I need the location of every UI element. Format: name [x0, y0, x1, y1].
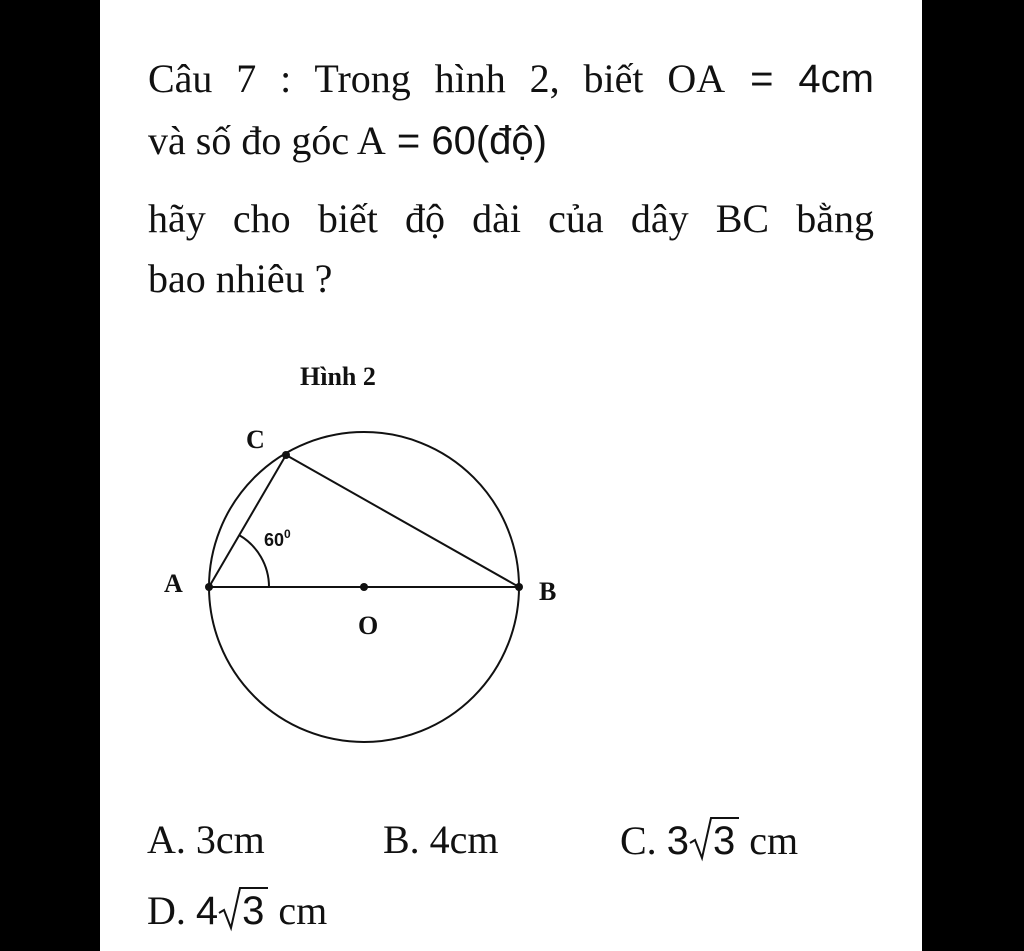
answer-d-unit: cm [268, 888, 328, 933]
label-c: C [246, 425, 265, 454]
question-line-1 [148, 56, 874, 102]
label-o: O [358, 611, 379, 640]
label-b: B [539, 577, 557, 606]
circle-diagram [150, 410, 590, 760]
question-line-3: hãy cho biết độ dài của dây BC bằng [148, 196, 874, 241]
answer-d-radicand: 3 [240, 887, 268, 931]
question-page [100, 0, 922, 951]
question-line-2 [148, 118, 547, 164]
label-a: A [164, 569, 183, 598]
angle-label-value: 60 [264, 530, 285, 550]
question-line-2-text: và số đo góc A [148, 118, 386, 163]
point-o [360, 583, 368, 591]
point-b [515, 583, 523, 591]
radical-sign-icon [689, 815, 715, 861]
answer-d-sqrt [218, 887, 268, 934]
answer-d-coef: 4 [195, 889, 219, 933]
answer-c-coef: 3 [666, 819, 689, 863]
point-a [205, 583, 213, 591]
question-line-1-text: Câu 7 : Trong hình 2, biết OA [148, 56, 726, 101]
chord-ac [209, 455, 286, 587]
answer-c-sqrt [689, 817, 739, 864]
figure-title: Hình 2 [300, 362, 376, 391]
angle-label [264, 527, 291, 550]
answer-c-unit: cm [739, 818, 799, 863]
answer-b: B. 4cm [383, 817, 499, 862]
chord-bc [286, 455, 519, 587]
question-line-2-math: = 60(độ) [385, 119, 547, 163]
answer-c-radicand: 3 [711, 817, 739, 861]
answer-d-prefix: D. [147, 888, 196, 933]
answer-d [147, 887, 327, 934]
radical-sign-icon [218, 885, 244, 931]
question-line-4: bao nhiêu ? [148, 256, 333, 301]
answer-a: A. 3cm [147, 817, 265, 862]
answer-c [620, 817, 798, 864]
answer-c-prefix: C. [620, 818, 667, 863]
point-c [282, 451, 290, 459]
angle-label-degree: 0 [284, 527, 291, 541]
question-line-1-math: = 4cm [725, 57, 874, 101]
